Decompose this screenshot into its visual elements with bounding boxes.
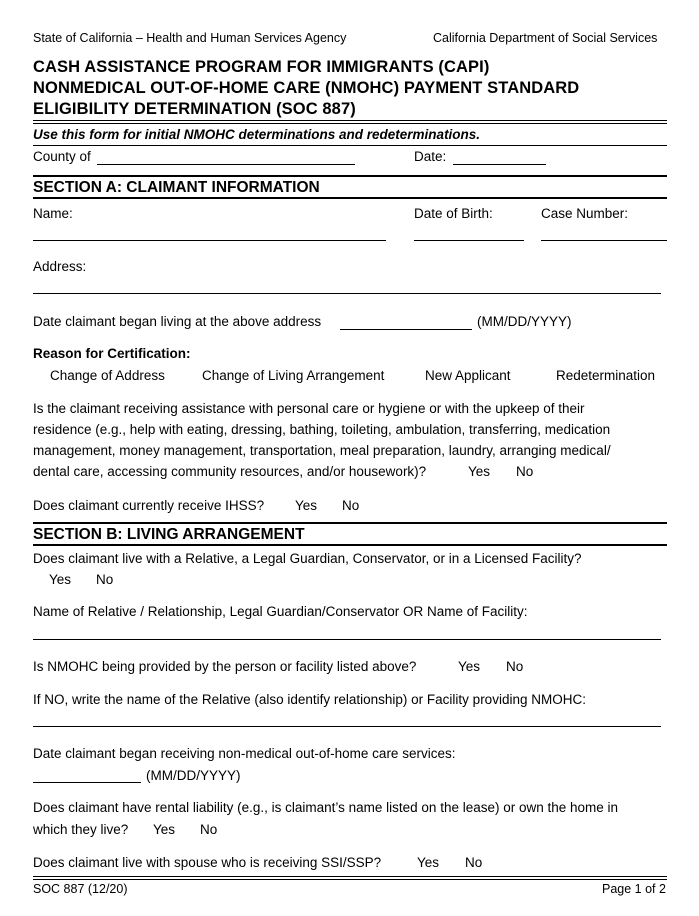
if-no-provider-field[interactable]	[33, 726, 661, 727]
spouse-ssi-no-option[interactable]: No	[465, 855, 483, 870]
assistance-question-line1: Is the claimant receiving assistance with personal care or hygiene or with the upkeep of their	[33, 401, 585, 416]
assistance-question-line3: management, money management, transportation, meal preparation, laundry, arranging medical/	[33, 443, 611, 458]
date-began-care-field[interactable]	[33, 782, 141, 783]
date-began-care-label: Date claimant began receiving non-medical out-of-home care services:	[33, 746, 456, 761]
date-began-living-label: Date claimant began living at the above address	[33, 314, 322, 329]
page-number: Page 1 of 2	[602, 882, 666, 896]
ihss-question: Does claimant currently receive IHSS?	[33, 498, 265, 513]
spouse-ssi-question: Does claimant live with spouse who is receiving SSI/SSP?	[33, 855, 382, 870]
section-b-rule-bottom	[33, 544, 667, 546]
nmohc-provided-no-option[interactable]: No	[506, 659, 524, 674]
reason-label: Reason for Certification:	[33, 346, 191, 361]
county-field[interactable]	[97, 164, 355, 165]
name-of-relative-field[interactable]	[33, 639, 661, 640]
if-no-provider-label: If NO, write the name of the Relative (also identify relationship) or Facility providing NMOHC:	[33, 692, 586, 707]
dob-field[interactable]	[414, 240, 524, 241]
dob-label: Date of Birth:	[414, 206, 493, 221]
assistance-question-line2: residence (e.g., help with eating, dressing, bathing, toileting, ambulation, transferring, medication	[33, 422, 611, 437]
form-title-line2: NONMEDICAL OUT-OF-HOME CARE (NMOHC) PAYMENT STANDARD	[33, 79, 580, 97]
rental-liability-question-line1: Does claimant have rental liability (e.g., is claimant’s name listed on the lease) or own the home in	[33, 800, 619, 815]
footer-rule-bottom	[33, 879, 667, 880]
title-rule-top	[33, 120, 667, 121]
date-began-care-format-hint: (MM/DD/YYYY)	[146, 768, 241, 783]
title-rule-bottom	[33, 123, 667, 124]
address-label: Address:	[33, 259, 87, 274]
address-field[interactable]	[33, 293, 661, 294]
live-with-yes-option[interactable]: Yes	[49, 572, 72, 587]
name-of-relative-label: Name of Relative / Relationship, Legal Guardian/Conservator OR Name of Facility:	[33, 604, 528, 619]
date-began-living-field[interactable]	[340, 329, 472, 330]
county-label: County of	[33, 149, 91, 164]
assistance-question-line4: dental care, accessing community resources, and/or housework)?	[33, 464, 427, 479]
case-number-field[interactable]	[541, 240, 667, 241]
reason-option-change-of-address[interactable]: Change of Address	[50, 368, 165, 383]
assistance-yes-option[interactable]: Yes	[468, 464, 491, 479]
section-b-heading: SECTION B: LIVING ARRANGEMENT	[33, 526, 305, 543]
ihss-no-option[interactable]: No	[342, 498, 360, 513]
name-field[interactable]	[33, 240, 386, 241]
agency-left: State of California – Health and Human Services Agency	[33, 31, 347, 45]
rental-liability-no-option[interactable]: No	[200, 822, 218, 837]
rental-liability-yes-option[interactable]: Yes	[153, 822, 176, 837]
spouse-ssi-yes-option[interactable]: Yes	[417, 855, 440, 870]
ihss-yes-option[interactable]: Yes	[295, 498, 318, 513]
assistance-no-option[interactable]: No	[516, 464, 534, 479]
instructions: Use this form for initial NMOHC determinations and redeterminations.	[33, 127, 481, 142]
agency-right: California Department of Social Services	[433, 31, 658, 45]
section-a-rule-bottom	[33, 197, 667, 199]
instructions-rule	[33, 145, 667, 146]
date-label: Date:	[414, 149, 447, 164]
section-a-heading: SECTION A: CLAIMANT INFORMATION	[33, 179, 320, 196]
rental-liability-question-line2: which they live?	[33, 822, 129, 837]
date-format-hint: (MM/DD/YYYY)	[477, 314, 572, 329]
reason-option-new-applicant[interactable]: New Applicant	[425, 368, 511, 383]
name-label: Name:	[33, 206, 73, 221]
form-id: SOC 887 (12/20)	[33, 882, 128, 896]
case-number-label: Case Number:	[541, 206, 629, 221]
nmohc-provided-yes-option[interactable]: Yes	[458, 659, 481, 674]
section-b-rule-top	[33, 522, 667, 524]
reason-option-change-of-living-arrangement[interactable]: Change of Living Arrangement	[202, 368, 385, 383]
form-title-line3: ELIGIBILITY DETERMINATION (SOC 887)	[33, 100, 356, 118]
section-a-rule-top	[33, 175, 667, 177]
reason-option-redetermination[interactable]: Redetermination	[556, 368, 656, 383]
live-with-question: Does claimant live with a Relative, a Legal Guardian, Conservator, or in a Licensed Facility?	[33, 551, 582, 566]
nmohc-provided-question: Is NMOHC being provided by the person or facility listed above?	[33, 659, 417, 674]
date-field[interactable]	[453, 164, 546, 165]
footer-rule-top	[33, 876, 667, 877]
form-title-line1: CASH ASSISTANCE PROGRAM FOR IMMIGRANTS (CAPI)	[33, 58, 490, 76]
live-with-no-option[interactable]: No	[96, 572, 114, 587]
